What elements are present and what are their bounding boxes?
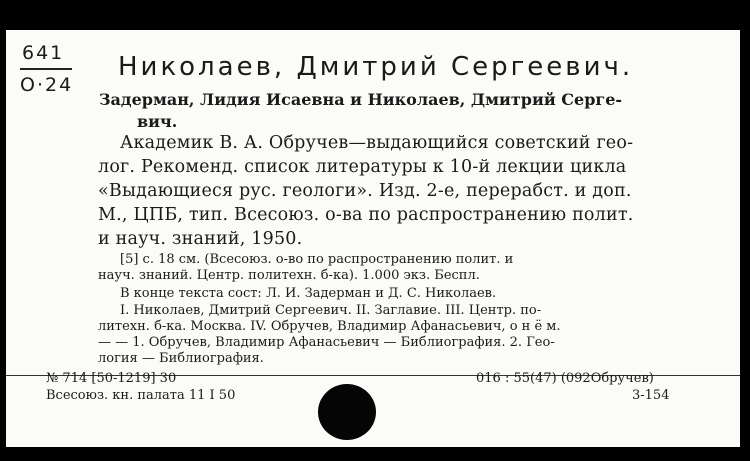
punch-hole: [318, 384, 376, 440]
shelf-mark-bottom: О·24: [20, 74, 74, 96]
shelf-mark-divider: [20, 68, 72, 70]
notes-line: I. Николаев, Дмитрий Сергеевич. II. Заглавие. III. Центр. по-: [120, 303, 542, 318]
title-line: Академик В. А. Обручев—выдающийся советский гео-: [120, 133, 634, 153]
author-heading: Задерман, Лидия Исаевна и Николаев, Дмитрий Серге-: [99, 90, 623, 109]
title-line: М., ЦПБ, тип. Всесоюз. о-ва по распространению полит.: [98, 205, 634, 225]
notes-line: науч. знаний. Центр. политехн. б-ка). 1.000 экз. Беспл.: [98, 268, 480, 283]
notes-line: [5] с. 18 см. (Всесоюз. о-во по распространению полит. и: [120, 252, 514, 267]
classification-index: 016 : 55(47) (092Обручев): [476, 371, 654, 386]
author-heading-continued: вич.: [137, 112, 178, 131]
notes-line: литехн. б-ка. Москва. IV. Обручев, Владимир Афанасьевич, о н ё м.: [98, 319, 561, 334]
card-number: № 714 [50-1219] 30: [46, 371, 177, 386]
chamber-date: Всесоюз. кн. палата 11 I 50: [46, 388, 236, 403]
title-line: лог. Рекоменд. список литературы к 10-й лекции цикла: [98, 157, 627, 177]
notes-line: — — 1. Обручев, Владимир Афанасьевич — Библиография. 2. Гео-: [98, 335, 555, 350]
card-code: 3-154: [632, 388, 670, 403]
notes-line: В конце текста сост: Л. И. Задерман и Д. С. Николаев.: [120, 286, 497, 301]
title-line: и науч. знаний, 1950.: [98, 229, 303, 249]
shelf-mark-top: 641: [22, 42, 65, 64]
title-line: «Выдающиеся рус. геологи». Изд. 2-е, перерабст. и доп.: [98, 181, 632, 201]
notes-line: логия — Библиография.: [98, 351, 264, 366]
handwritten-author-name: Николаев, Дмитрий Сергеевич.: [118, 52, 634, 82]
catalog-card: [6, 30, 740, 447]
